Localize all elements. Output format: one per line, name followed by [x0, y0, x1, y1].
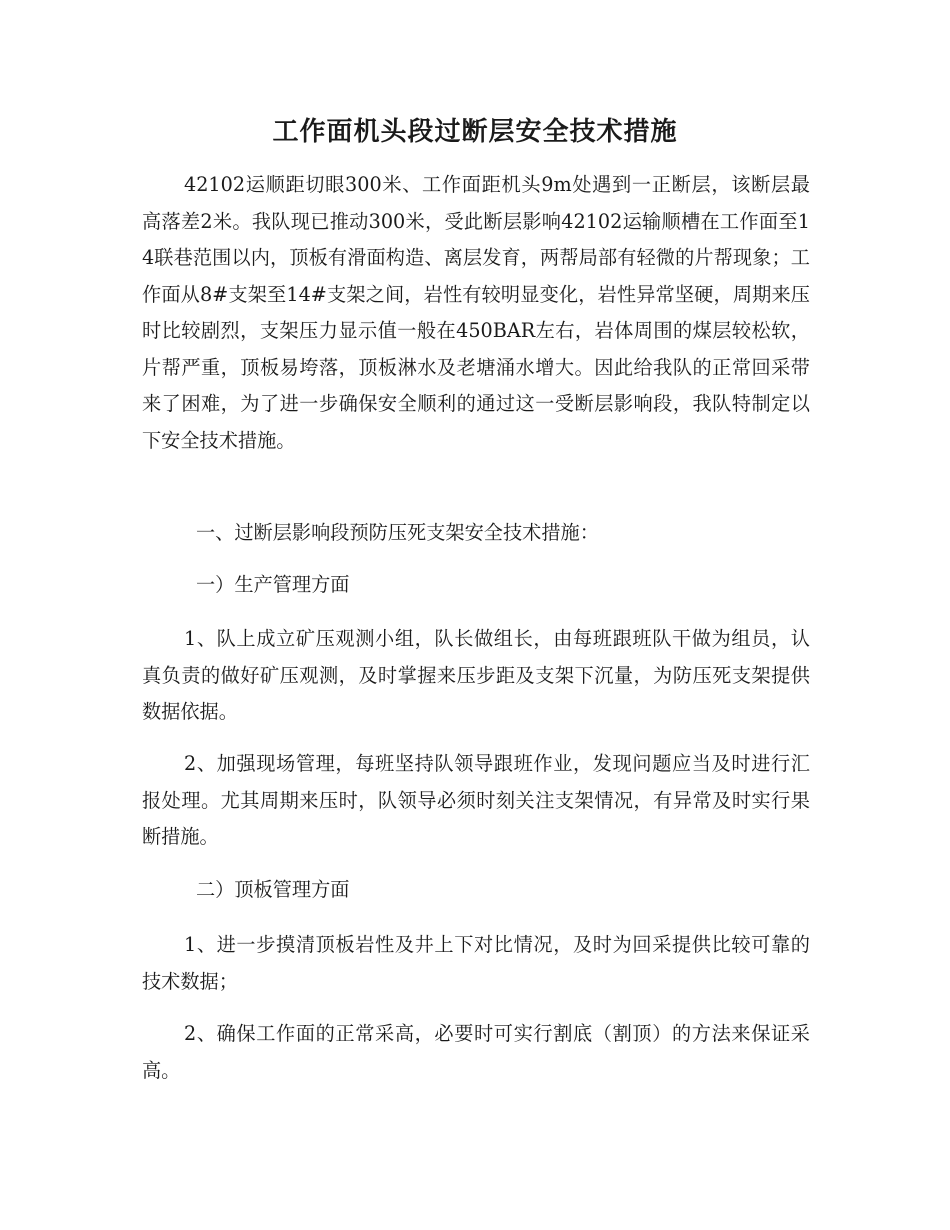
subsection-heading: 二）顶板管理方面	[196, 878, 350, 901]
document-title: 工作面机头段过断层安全技术措施	[272, 117, 678, 147]
section-heading: 一、过断层影响段预防压死支架安全技术措施：	[196, 521, 599, 544]
subsection-heading: 一）生产管理方面	[196, 573, 350, 596]
intro-paragraph: 42102运顺距切眼300米、工作面距机头9m处遇到一正断层，该断层最高落差2米。我队现已推动300米，受此断层影响42102运输顺槽在工作面至14联巷范围以内，顶板有滑面构造、离层发育，两帮局部有轻微的片帮现象；工作面从8#支架至14#支架之间，岩性有较明显变化，岩性异常坚硬，周期来压时比较剧烈，支架压力显示值一般在450BAR左右，岩体周围的煤层较松软，片帮严重，顶板易垮落，顶板淋水及老塘涌水增大。因此给我队的正常回采带来了困难，为了进一步确保安全顺利的通过这一受断层影响段，我队特制定以下安全技术措施。	[142, 173, 810, 452]
list-item: 2、加强现场管理，每班坚持队领导跟班作业，发现问题应当及时进行汇报处理。尤其周期来压时，队领导必须时刻关注支架情况，有异常及时实行果断措施。	[142, 752, 810, 848]
list-item: 1、进一步摸清顶板岩性及井上下对比情况，及时为回采提供比较可靠的技术数据；	[142, 933, 810, 993]
list-item: 1、队上成立矿压观测小组，队长做组长，由每班跟班队干做为组员，认真负责的做好矿压观测，及时掌握来压步距及支架下沉量，为防压死支架提供数据依据。	[142, 627, 810, 723]
list-item: 2、确保工作面的正常采高，必要时可实行割底（割顶）的方法来保证采高。	[142, 1022, 810, 1082]
